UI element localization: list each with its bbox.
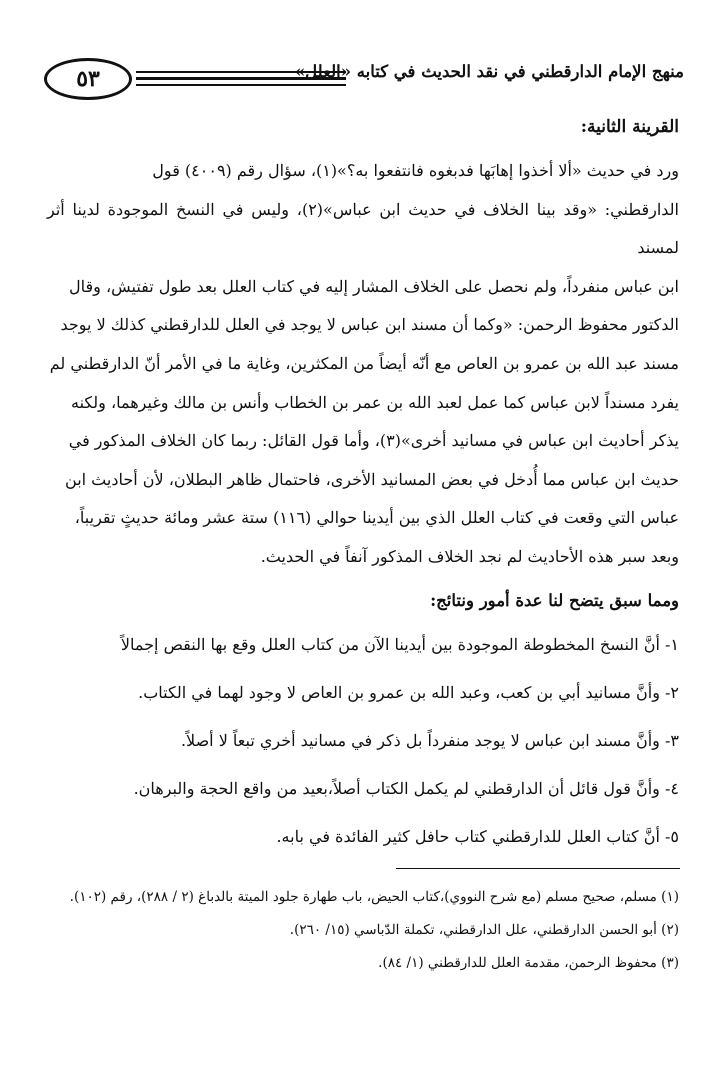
footnote: (١) مسلم، صحيح مسلم (مع شرح النووي)،كتاب الحيض، باب طهارة جلود الميتة بالدباغ (٢ / ٢٨٨)، رقم (١٠٢). xyxy=(69,889,679,905)
paragraph-line: الدكتور محفوظ الرحمن: «وكما أن مسند ابن عباس لا يوجد في العلل للدارقطني كذلك لا يوجد xyxy=(60,315,679,335)
list-item: ٤- وأنَّ قول قائل أن الدارقطني لم يكمل الكتاب أصلاً،بعيد من واقع الحجة والبرهان. xyxy=(133,778,679,798)
paragraph-line: حديث ابن عباس مما أُدخل في بعض المسانيد الأخرى، فاحتمال ظاهر البطلان، لأن أحاديث ابن xyxy=(65,469,679,489)
section-heading: القرينة الثانية: xyxy=(580,117,679,137)
paragraph-line: وبعد سبر هذه الأحاديث لم نجد الخلاف المذكور آنفاً في الحديث. xyxy=(260,546,679,566)
footnotes xyxy=(47,884,679,983)
paragraph-line: عباس التي وقعت في كتاب العلل الذي بين أيدينا حوالي (١١٦) ستة عشر ومائة حديثٍ تقريباً، xyxy=(74,508,679,528)
page-number: ٥٣ xyxy=(44,58,132,100)
list-item: ١- أنَّ النسخ المخطوطة الموجودة بين أيدينا الآن من كتاب العلل وقع بها النقص إجمالاً xyxy=(120,634,679,654)
paragraph-line: الدارقطني: «وقد بينا الخلاف في حديث ابن عباس»(٢)، وليس في النسخ الموجودة لدينا أثر لمسند xyxy=(47,199,680,258)
body-text xyxy=(47,112,679,861)
paragraph-line: ابن عباس منفرداً، ولم نحصل على الخلاف المشار إليه في كتاب العلل بعد طول تفتيش، وقال xyxy=(68,276,679,296)
header-rule xyxy=(136,84,346,86)
footnote: (٣) محفوظ الرحمن، مقدمة العلل للدارقطني (١/ ٨٤). xyxy=(378,955,679,971)
list-item: ٥- أنَّ كتاب العلل للدارقطني كتاب حافل كثير الفائدة في بابه. xyxy=(276,826,679,846)
list-item: ٢- وأنَّ مسانيد أبي بن كعب، وعبد الله بن عمرو بن العاص لا وجود لهما في الكتاب. xyxy=(138,682,679,702)
footnote: (٢) أبو الحسن الدارقطني، علل الدارقطني، تكملة الدّباسي (١٥/ ٢٦٠). xyxy=(289,922,679,938)
paragraph-line: ورد في حديث «ألا أخذوا إهابَها فدبغوه فانتفعوا به؟»(١)، سؤال رقم (٤٠٠٩) قول xyxy=(152,161,679,180)
main-paragraph xyxy=(47,152,679,577)
running-title: منهج الإمام الدارقطني في نقد الحديث في كتابه «العلل» xyxy=(294,62,684,81)
results-list xyxy=(47,621,679,861)
results-lead: ومما سبق يتضح لنا عدة أمور ونتائج: xyxy=(430,590,679,610)
paragraph-line: مسند عبد الله بن عمرو بن العاص مع أنّه أيضاً من المكثرين، وغاية ما في الأمر أنّ الدارقطني لم xyxy=(49,353,679,373)
list-item: ٣- وأنَّ مسند ابن عباس لا يوجد منفرداً بل ذكر في مسانيد أخري تبعاً لا أصلاً. xyxy=(180,730,679,750)
footnote-divider xyxy=(396,868,680,869)
paragraph-line: يفرد مسنداً لابن عباس كما عمل لعبد الله بن عمر بن الخطاب وأنس بن مالك وغيرهما، ولكنه xyxy=(71,392,679,412)
paragraph-line: يذكر أحاديث ابن عباس في مسانيد أخرى»(٣)، وأما قول القائل: ربما كان الخلاف المذكور في xyxy=(68,431,679,451)
page-header xyxy=(44,52,684,100)
